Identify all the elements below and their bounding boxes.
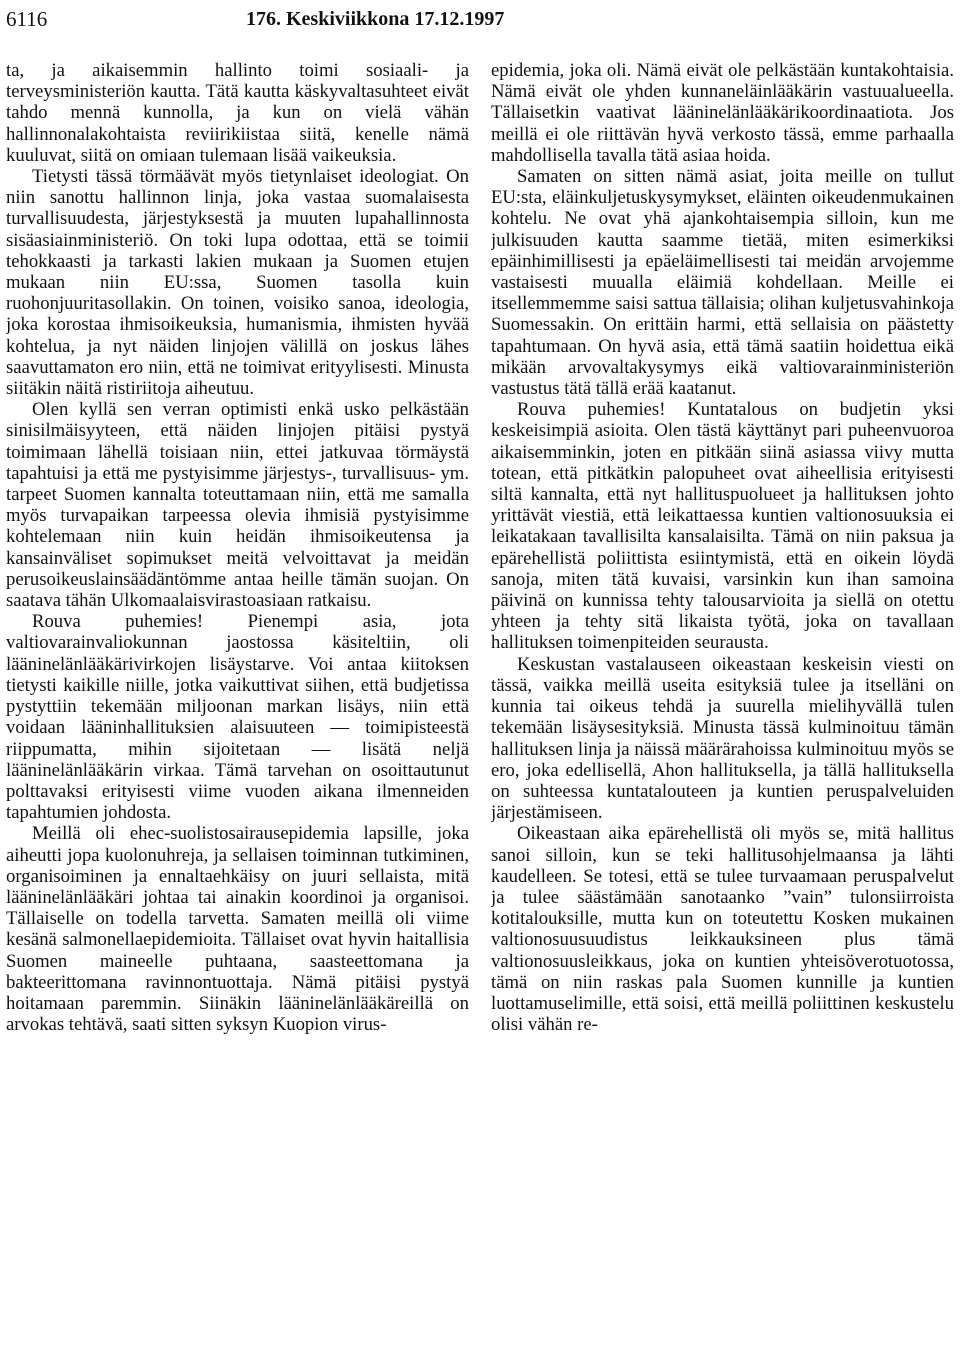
paragraph: epidemia, joka oli. Nämä eivät ole pelkästään kuntakohtaisia. Nämä eivät ole yhden kunnaneläinlääkärin vastuualueella. Tällaisetkin vaativat lääninelänlääkärikoordinaatiota. Jos meillä ei ole riittävän hyvä verkosto tässä, emme parhaalla mahdollisella tavalla tätä asiaa hoida. xyxy=(491,60,954,166)
text-columns xyxy=(6,60,954,1345)
paragraph: Olen kyllä sen verran optimisti enkä usko pelkästään sinisilmäisyyteen, että näiden linjojen pitäisi pystyä toimimaan lähellä toisiaan niin, ettei jatkuvaa törmäystä tapahtuisi ja että me pystyisimme järjestys-, turvallisuus- ym. tarpeet Suomen kannalta toteuttamaan niin, että me samalla myös turvapaikan tarpeessa olevia ihmisiä pystyisimme kohtelemaan niin kuin heidän ihmisoikeutensa ja kansainväliset sopimukset meitä velvoittavat ja meidän perusoikeuslainsäädäntömme antaa heille tämän suojan. On saatava tähän Ulkomaalaisvirastoasiaan ratkaisu. xyxy=(6,399,469,612)
paragraph: ta, ja aikaisemmin hallinto toimi sosiaali- ja terveysministeriön kautta. Tätä kautta käskyvaltasuhteet eivät tahdo mennä kunnolla, ja kun on vielä vähän hallinnonalakohtaista reviirikiistaa siitä, kenelle nämä kuuluvat, siitä on omiaan tulemaan lisää vaikeuksia. xyxy=(6,60,469,166)
paragraph: Tietysti tässä törmäävät myös tietynlaiset ideologiat. On niin sanottu hallinnon linja, joka vastaa suomalaisesta turvallisuudesta, järjestyksestä ja muuten lupahallinnosta sisäasiainministeriö. On toki lupa odottaa, että se toimii tehokkaasti ja tarkasti lakien mukaan ja Suomen etujen mukaan niin EU:ssa, Suomen tasolla kuin ruohonjuuritasollakin. On toinen, voisiko sanoa, ideologia, joka korostaa ihmisoikeuksia, humanismia, ihmisten hyvää kohtelua, ja nyt näiden linjojen välillä on joskus lähes saavuttamaton ero niin, että ne toimivat erityylisesti. Minusta siitäkin näitä ristiriitoja aiheutuu. xyxy=(6,166,469,400)
paragraph: Rouva puhemies! Kuntatalous on budjetin yksi keskeisimpiä asioita. Olen tästä käyttänyt pari puheenvuoroa aikaisemminkin, joten en pitkään siinä asiassa viivy mutta totean, että pitkätkin palopuheet ovat aiheellisia erityisesti siltä kannalta, että nyt hallituspuolueet ja hallituksen johto yrittävät viestiä, että leikattaessa kuntien valtionosuuksia ei leikatakaan tavallisilta kansalaisilta. Tämä on niin paksua ja epärehellistä poliittista esiintymistä, että en oikein löydä sanoja, miten tätä kuvaisi, varsinkin kun ihan samoina päivinä on kunnissa tehty talousarvioita ja siellä on otettu yhteen ja tehty sitä likaista työtä, joka on tavallaan hallituksen toimenpiteiden seurausta. xyxy=(491,399,954,654)
left-column xyxy=(6,60,469,1345)
right-column xyxy=(491,60,954,1345)
paragraph: Meillä oli ehec-suolistosairausepidemia lapsille, joka aiheutti jopa kuolonuhreja, ja sellaisen toiminnan tutkiminen, organisoiminen ja ennaltaehkäisy on juuri sellaista, mitä lääninelänlääkäri johtaa tai ainakin koordinoi ja organisoi. Tällaiselle on todella tarvetta. Samaten meillä oli viime kesänä salmonellaepidemioita. Tällaiset ovat hyvin haitallisia Suomen maineelle puhtaana, saasteettomana ja bakteerittomana ravinnontuottaja. Nämä pitäisi pystyä hoitamaan paremmin. Siinäkin lääninelänlääkäreillä on arvokas tehtävä, saati sitten syksyn Kuopion virus- xyxy=(6,823,469,1036)
paragraph: Keskustan vastalauseen oikeastaan keskeisin viesti on tässä, vaikka meillä useita esityksiä tulee ja itselläni on kunnia tai oikeus tehdä ja suurella mielihyvällä tulen tekemään lisäysesityksiä. Minusta tässä kulminoituu tämän hallituksen linja ja näissä määrärahoissa kulminoituu myös se ero, joka edellisellä, Ahon hallituksella, ja tällä hallituksella on suhteessa kuntatalouteen ja kuntien peruspalveluiden järjestämiseen. xyxy=(491,653,954,824)
paragraph: Oikeastaan aika epärehellistä oli myös se, mitä hallitus sanoi silloin, kun se teki hallitusohjelmaansa ja lähti kaudelleen. Se totesi, että se tulee turvaamaan peruspalvelut ja tulee säästämään sanotaanko ”vain” tulonsiirroista kotitalouksille, mutta kun on toteutettu Kosken mukainen valtionosuusuudistus leikkauksineen plus tämä valtionosuusleikkaus, joka on kuntien yhteisöverotuotossa, tämä on niin raskas pala Suomen kunnille ja kuntien luottamuselimille, että soisi, että meillä poliittinen keskustelu olisi vähän re- xyxy=(491,823,954,1036)
session-title: 176. Keskiviikkona 17.12.1997 xyxy=(246,8,505,30)
paragraph: Samaten on sitten nämä asiat, joita meille on tullut EU:sta, eläinkuljetuskysymykset, eläinten oikeudenmukainen kohtelu. Ne ovat yhä ajankohtaisempia silloin, kun me julkisuuden kautta saamme tietää, miten esimerkiksi epäinhimillisesti ja epäeläimellisesti tai meidän arvojemme vastaisesti muualla eläimiä kohdellaan. Meille ei itsellemmemme saisi sattua tällaisia; olihan kuljetusvahinkoja Suomessakin. On erittäin harmi, että sellaisia on päästetty tapahtumaan. On hyvä asia, että tämä saatiin hoidettua eikä mikään arvovaltakysymys eikä valtiovarainministeriön vastustus tätä tällä erää kaatanut. xyxy=(491,166,954,400)
paragraph: Rouva puhemies! Pienempi asia, jota valtiovarainvaliokunnan jaostossa käsiteltiin, oli lääninelänlääkärivirkojen lisäystarve. Voi antaa kiitoksen tietysti kaikille niille, jotka vaikuttivat siihen, että budjetissa pystyttiin tekemään miljoonan markan lisäys, niin että voidaan lääninhallituksien alaisuuteen — toimipisteestä riippumatta, mihin sijoitetaan — lisätä neljä lääninelänlääkärin virkaa. Tämä tarvehan on osoittautunut polttavaksi erityisesti viime vuoden aikana ilmenneiden tapahtumien johdosta. xyxy=(6,611,469,824)
page-header xyxy=(6,4,950,34)
page-number: 6116 xyxy=(6,7,48,31)
